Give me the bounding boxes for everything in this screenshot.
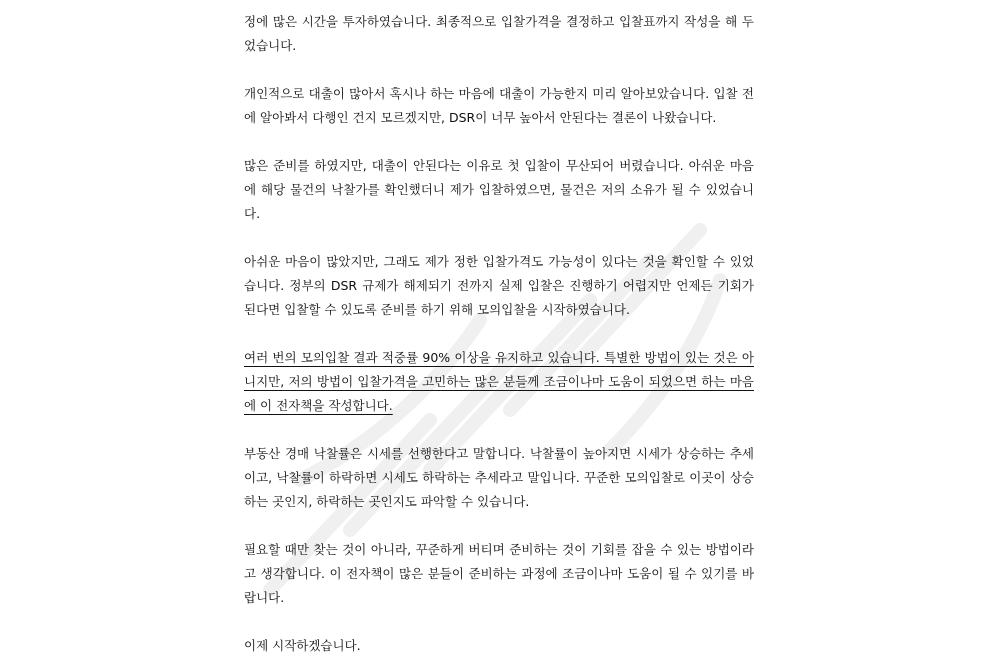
paragraph-8: 이제 시작하겠습니다. — [244, 638, 361, 653]
document-body — [244, 10, 754, 658]
paragraph-4: 아쉬운 마음이 많았지만, 그래도 제가 정한 입찰가격도 가능성이 있다는 것을 확인할 수 있었습니다. 정부의 DSR 규제가 해제되기 전까지 실제 입찰은 진행하기 어렵지만 언제든 기회가 된다면 입찰할 수 있도록 준비를 하기 위해 모의입찰을 시작하였습니다. — [244, 254, 754, 317]
paragraph-2: 개인적으로 대출이 많아서 혹시나 하는 마음에 대출이 가능한지 미리 알아보았습니다. 입찰 전에 알아봐서 다행인 건지 모르겠지만, DSR이 너무 높아서 안된다는 결론이 나왔습니다. — [244, 86, 754, 125]
paragraph-5-highlighted — [244, 346, 754, 418]
underlined-text: 여러 번의 모의입찰 결과 적중률 90% 이상을 유지하고 있습니다. 특별한 방법이 있는 것은 아니지만, 저의 방법이 입찰가격을 고민하는 많은 분들께 조금이나마 도움이 되었으면 하는 마음에 이 전자책을 작성합니다. — [244, 350, 754, 413]
paragraph-3: 많은 준비를 하였지만, 대출이 안된다는 이유로 첫 입찰이 무산되어 버렸습니다. 아쉬운 마음에 해당 물건의 낙찰가를 확인했더니 제가 입찰하였으면, 물건은 저의 소유가 될 수 있었습니다. — [244, 158, 754, 221]
paragraph-1: 정에 많은 시간을 투자하였습니다. 최종적으로 입찰가격을 결정하고 입찰표까지 작성을 해 두었습니다. — [244, 14, 754, 53]
paragraph-7: 필요할 때만 찾는 것이 아니라, 꾸준하게 버티며 준비하는 것이 기회를 잡을 수 있는 방법이라고 생각합니다. 이 전자책이 많은 분들이 준비하는 과정에 조금이나마 도움이 될 수 있기를 바랍니다. — [244, 542, 754, 605]
paragraph-6: 부동산 경매 낙찰률은 시세를 선행한다고 말합니다. 낙찰률이 높아지면 시세가 상승하는 추세이고, 낙찰률이 하락하면 시세도 하락하는 추세라고 말입니다. 꾸준한 모의입찰로 이곳이 상승하는 곳인지, 하락하는 곳인지도 파악할 수 있습니다. — [244, 446, 754, 509]
